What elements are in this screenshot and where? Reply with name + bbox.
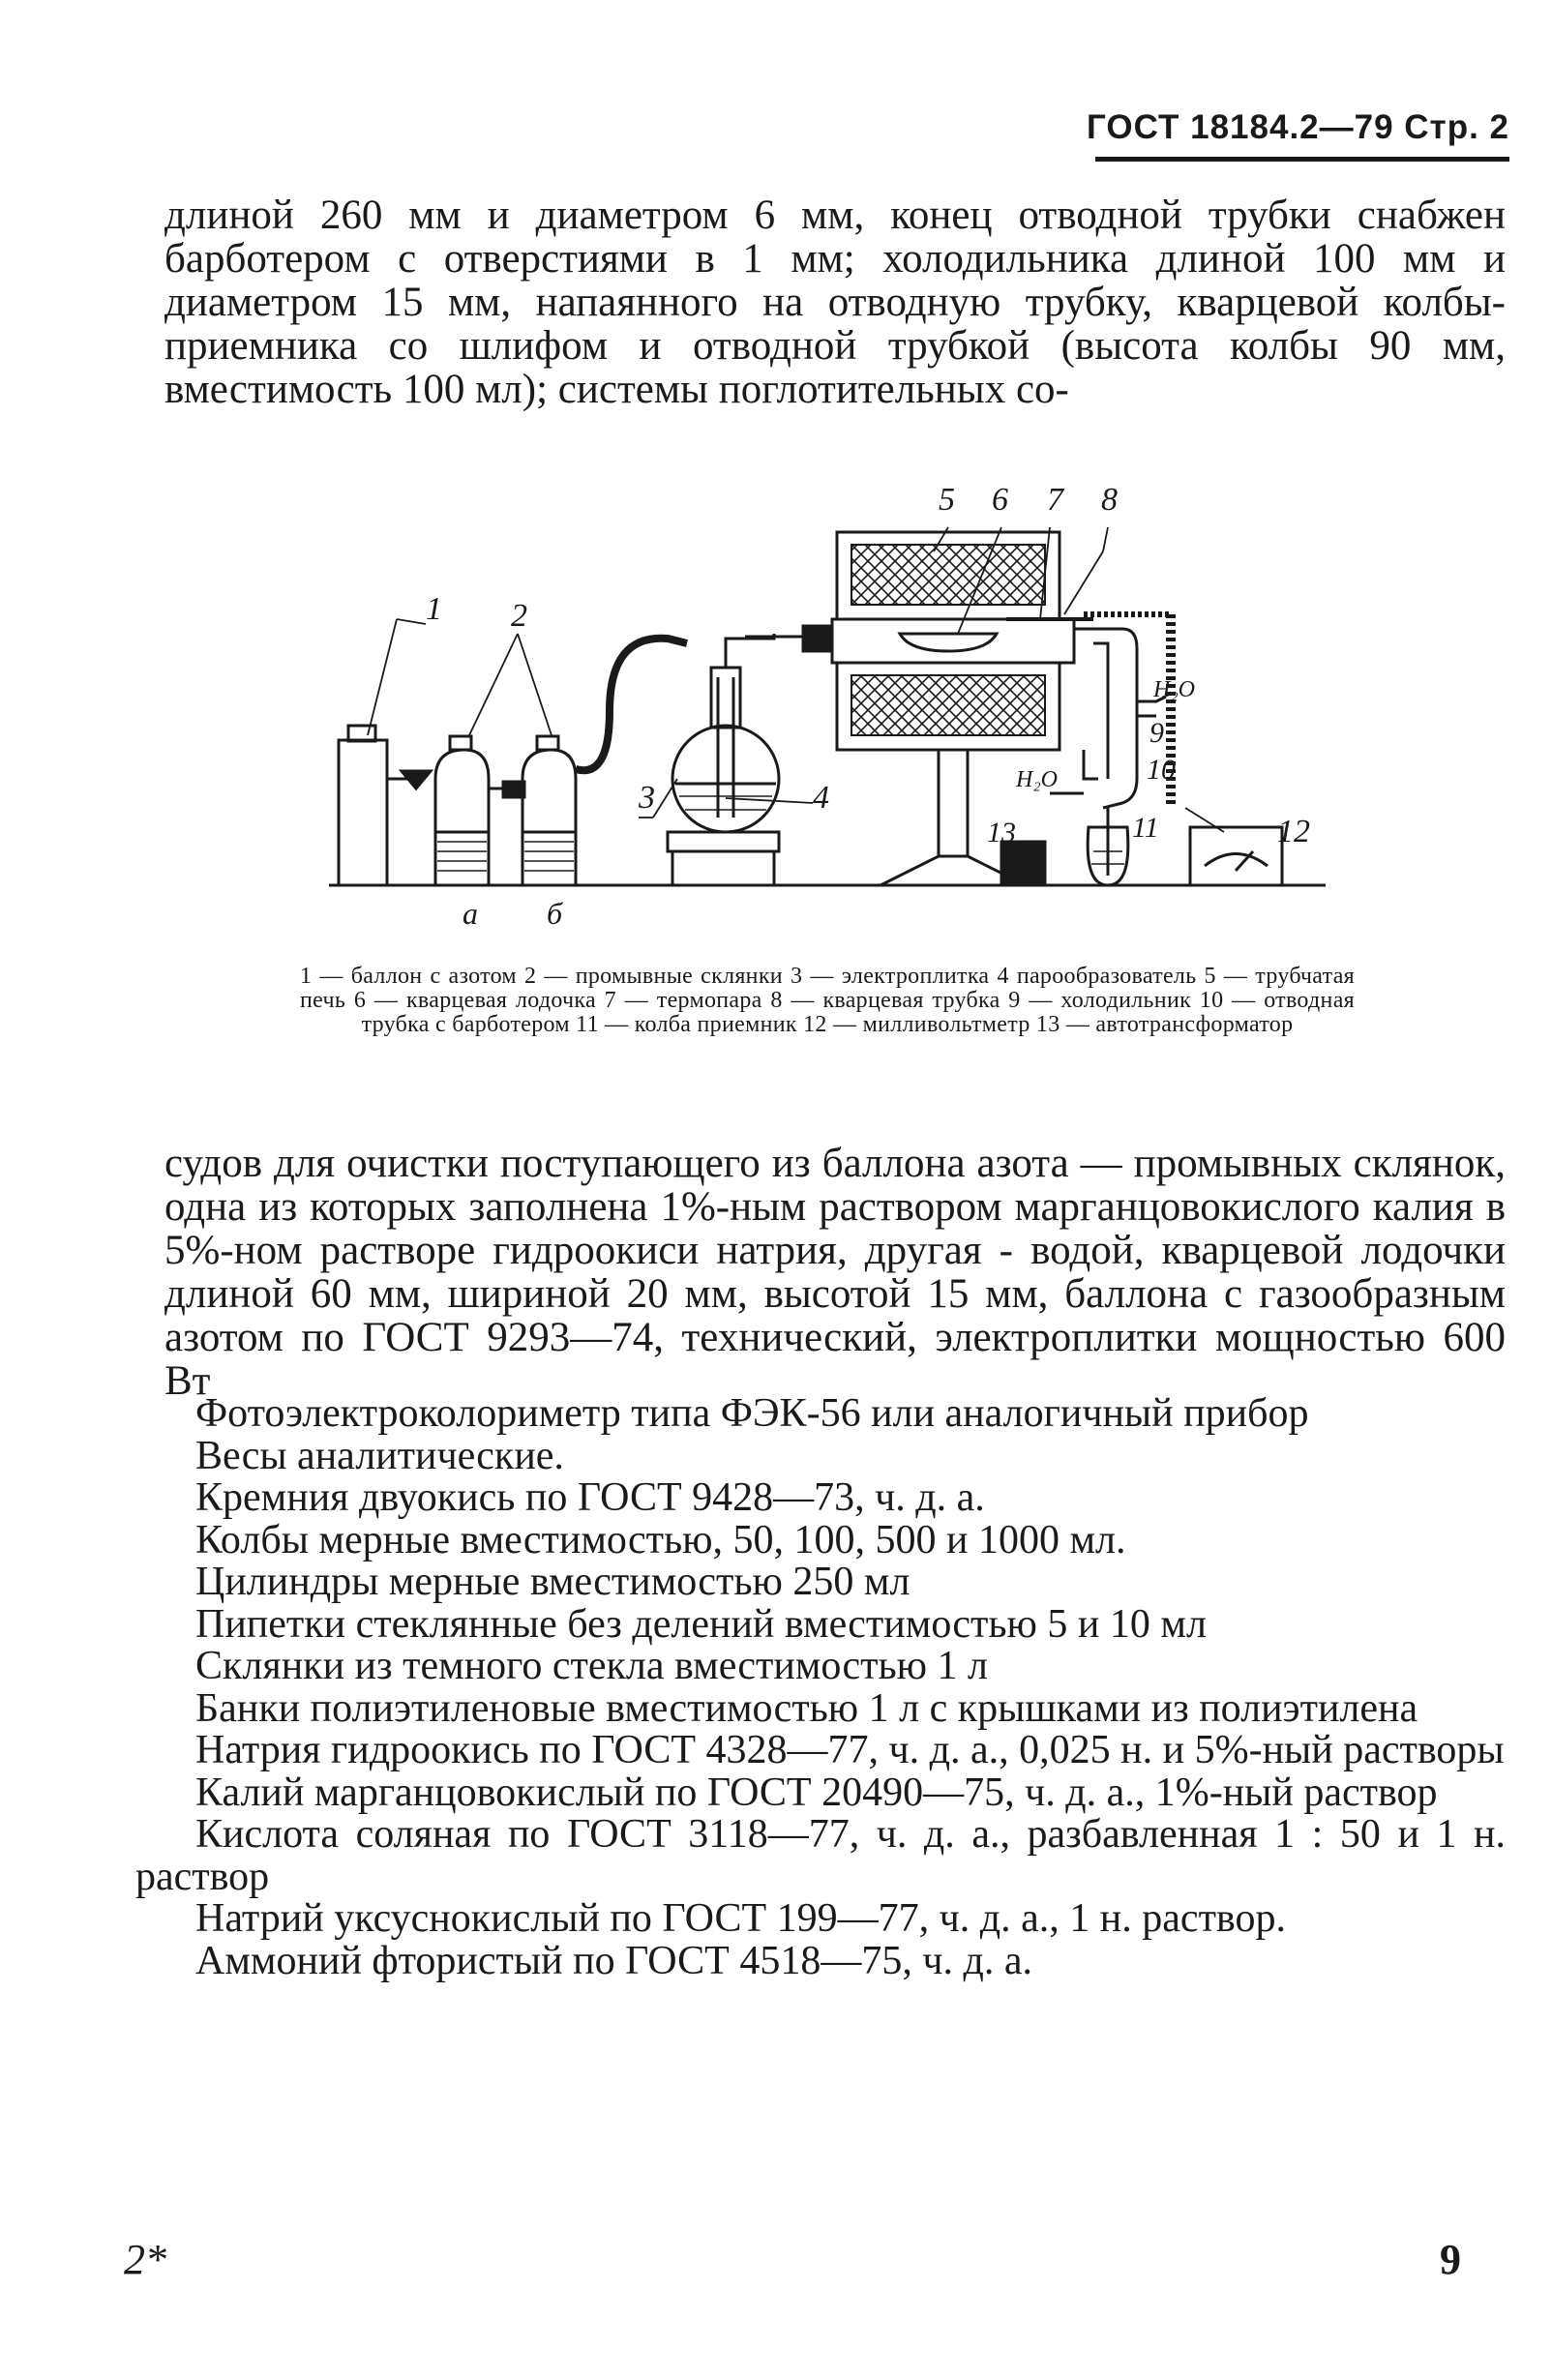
- label-4: 4: [813, 780, 829, 816]
- list-item: Цилиндры мерные вместимостью 250 мл: [195, 1560, 910, 1604]
- figure-caption: 1 — баллон с азотом 2 — промывные склянки 3 — электроплитка 4 парообразователь 5 — трубчатая печь 6 — кварцевая лодочка 7 — термопара 8 — кварцевая трубка 9 — холодильник 10 — отводная трубка с барботером 11 — колба приемник 12 — милливольтметр 13 — автотрансформатор: [300, 964, 1355, 1037]
- label-2: 2: [511, 598, 527, 634]
- quartz-boat: [900, 634, 997, 651]
- label-13: 13: [987, 817, 1016, 848]
- label-sub-b: б: [547, 896, 563, 931]
- apparatus-diagram: [319, 460, 1355, 953]
- quartz-tube: [1074, 629, 1137, 808]
- list-item: Калий марганцовокислый по ГОСТ 20490—75, ч. д. а., 1%-ный раствор: [195, 1770, 1438, 1815]
- millivoltmeter: [1190, 827, 1282, 885]
- apparatus-figure: [319, 460, 1355, 953]
- list-item: Кислота соляная по ГОСТ 3118—77, ч. д. а., разбавленная 1 : 50 и 1 н. раствор: [135, 1812, 1506, 1899]
- list-item: Натрий уксуснокислый по ГОСТ 199—77, ч. д. а., 1 н. раствор.: [195, 1896, 1286, 1941]
- nitrogen-cylinder: [339, 726, 431, 885]
- text-paragraph-top: длиной 260 мм и диаметром 6 мм, конец отводной трубки снабжен барботером с отверстиями в 1 мм; холодильника длиной 100 мм и диаметром 15 мм, напаянного на отводную трубку, кварцевой колбы-приемника со шлифом и отводной трубкой (высота колбы 90 мм, вместимость 100 мл); системы поглотительных со-: [164, 193, 1506, 412]
- list-item: Кремния двуокись по ГОСТ 9428—73, ч. д. а.: [195, 1475, 985, 1520]
- signature-mark: 2*: [124, 2236, 166, 2283]
- label-water-1: H₂O: [1153, 677, 1196, 702]
- page-number: 9: [1440, 2236, 1461, 2283]
- wash-bottle-a: [435, 736, 489, 885]
- steam-generator-flask: [672, 634, 779, 832]
- list-item: Фотоэлектроколориметр типа ФЭК-56 или аналогичный прибор: [195, 1391, 1309, 1436]
- label-8: 8: [1101, 482, 1118, 518]
- label-water-2: H₂O: [1016, 767, 1059, 792]
- list-item: Весы аналитические.: [195, 1433, 564, 1478]
- list-item: Банки полиэтиленовые вместимостью 1 л с крышками из полиэтилена: [195, 1685, 1418, 1731]
- label-6: 6: [992, 482, 1008, 518]
- reagents-list: [135, 1393, 1506, 1982]
- header-rule: [1095, 157, 1509, 162]
- label-12: 12: [1277, 814, 1310, 849]
- rubber-hose: [576, 639, 687, 771]
- quartz-tube-inner: [1093, 643, 1108, 779]
- list-item: Натрия гидроокись по ГОСТ 4328—77, ч. д. а., 0,025 н. и 5%-ный растворы: [195, 1728, 1505, 1772]
- list-item: Пипетки стеклянные без делений вместимостью 5 и 10 мл: [195, 1601, 1207, 1647]
- list-item: Колбы мерные вместимостью, 50, 100, 500 и 1000 мл.: [195, 1517, 1126, 1562]
- hot-plate: [668, 832, 779, 885]
- label-7: 7: [1047, 482, 1063, 518]
- label-1: 1: [426, 591, 442, 627]
- list-item: Склянки из темного стекла вместимостью 1 л: [195, 1644, 988, 1688]
- text-paragraph-mid: судов для очистки поступающего из баллона азота — промывных склянок, одна из которых заполнена 1%-ным раствором марганцовокислого калия в 5%-ном растворе гидроокиси натрия, другая - водой, кварцевой лодочки длиной 60 мм, шириной 20 мм, высотой 15 мм, баллона с газообразным азотом по ГОСТ 9293—74, технический, электроплитки мощностью 600 Вт: [164, 1141, 1506, 1404]
- outlet-tube: [1084, 750, 1098, 779]
- inlet-stopper: [803, 626, 830, 651]
- receiver-flask: [1088, 808, 1128, 885]
- label-11: 11: [1132, 812, 1159, 844]
- running-header: ГОСТ 18184.2—79 Стр. 2: [1087, 108, 1509, 146]
- label-5: 5: [939, 482, 955, 518]
- wash-bottle-b: [522, 736, 576, 885]
- label-3: 3: [639, 780, 655, 816]
- label-9: 9: [1149, 717, 1164, 749]
- list-item: Аммоний фтористый по ГОСТ 4518—75, ч. д. а.: [195, 1938, 1032, 1983]
- tube-furnace: [832, 532, 1074, 885]
- label-sub-a: а: [463, 896, 478, 931]
- label-10: 10: [1147, 754, 1176, 786]
